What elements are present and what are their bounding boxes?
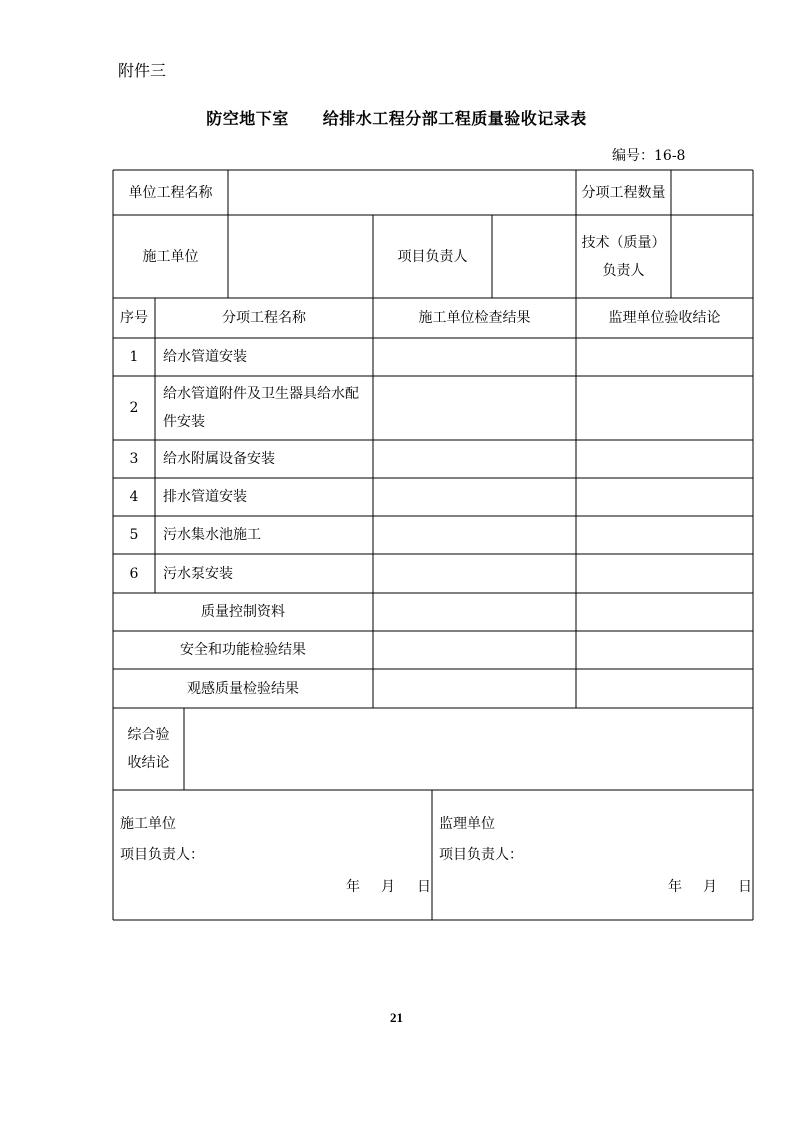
row-number: 1 [129, 349, 139, 365]
row-name: 排水管道安装 [163, 489, 247, 505]
summary-safety-function: 安全和功能检验结果 [180, 642, 306, 658]
sign-left-month: 月 [381, 879, 395, 895]
row-check-result[interactable] [373, 516, 576, 554]
tech-quality-label-line2: 负责人 [602, 262, 645, 279]
summary-acceptance[interactable] [576, 669, 753, 708]
sub-item-count-label: 分项工程数量 [581, 184, 666, 201]
document-number: 编号：16-8 [612, 148, 686, 164]
row-acceptance[interactable] [576, 376, 753, 440]
tech-quality-label [576, 215, 671, 298]
row-name: 给水附属设备安装 [163, 451, 275, 467]
construction-unit-label: 施工单位 [142, 248, 199, 265]
title-right: 给排水工程分部工程质量验收记录表 [322, 109, 587, 128]
row-check-result[interactable] [373, 554, 576, 593]
row-number: 5 [129, 527, 139, 543]
row-name: 给水管道安装 [163, 349, 247, 365]
column-header-check-result: 施工单位检查结果 [418, 310, 531, 326]
sign-left-day: 日 [417, 879, 431, 895]
row-number: 4 [129, 489, 139, 505]
tech-quality-label-line1: 技术（质量） [581, 234, 666, 251]
tech-quality-field[interactable] [671, 215, 753, 298]
sign-right-year: 年 [668, 879, 682, 895]
project-manager-label: 项目负责人 [397, 248, 468, 265]
sign-left-year: 年 [346, 879, 360, 895]
row-name-line2: 件安装 [163, 414, 205, 430]
column-header-name: 分项工程名称 [222, 310, 306, 326]
summary-appearance: 观感质量检验结果 [187, 680, 299, 697]
row-acceptance[interactable] [576, 440, 753, 478]
row-acceptance[interactable] [576, 338, 753, 376]
project-manager-field[interactable] [492, 215, 576, 298]
sub-item-count-field[interactable] [671, 170, 753, 215]
unit-project-name-label: 单位工程名称 [128, 184, 213, 201]
sign-right-unit: 监理单位 [439, 816, 495, 832]
page-number: 21 [390, 1010, 403, 1025]
row-number: 3 [129, 451, 139, 467]
row-acceptance[interactable] [576, 516, 753, 554]
column-header-no: 序号 [120, 310, 148, 326]
row-acceptance[interactable] [576, 478, 753, 516]
summary-check-result[interactable] [373, 631, 576, 669]
conclusion-label-line1: 综合验 [127, 727, 170, 743]
sign-right-month: 月 [703, 879, 717, 895]
sign-right-person: 项目负责人： [439, 847, 523, 863]
summary-acceptance[interactable] [576, 631, 753, 669]
row-name: 污水泵安装 [163, 565, 233, 582]
conclusion-field[interactable] [184, 708, 753, 790]
sign-left-unit: 施工单位 [120, 816, 176, 832]
row-acceptance[interactable] [576, 554, 753, 593]
row-number: 6 [129, 565, 139, 582]
sign-left-person: 项目负责人： [120, 847, 204, 863]
row-name: 污水集水池施工 [163, 527, 261, 543]
unit-project-name-field[interactable] [228, 170, 576, 215]
title-left: 防空地下室 [206, 109, 289, 128]
construction-unit-field[interactable] [228, 215, 373, 298]
row-check-result[interactable] [373, 440, 576, 478]
summary-check-result[interactable] [373, 593, 576, 631]
column-header-acceptance: 监理单位验收结论 [608, 310, 721, 326]
row-name [155, 376, 373, 440]
summary-quality-control: 质量控制资料 [201, 604, 285, 620]
row-number: 2 [129, 400, 139, 416]
row-check-result[interactable] [373, 338, 576, 376]
row-check-result[interactable] [373, 376, 576, 440]
summary-check-result[interactable] [373, 669, 576, 708]
attachment-label: 附件三 [118, 61, 167, 80]
conclusion-label-line2: 收结论 [127, 755, 170, 771]
row-name-line1: 给水管道附件及卫生器具给水配 [163, 386, 359, 402]
summary-acceptance[interactable] [576, 593, 753, 631]
sign-right-day: 日 [738, 879, 752, 895]
conclusion-label [113, 708, 184, 790]
page-title [0, 106, 793, 129]
row-check-result[interactable] [373, 478, 576, 516]
